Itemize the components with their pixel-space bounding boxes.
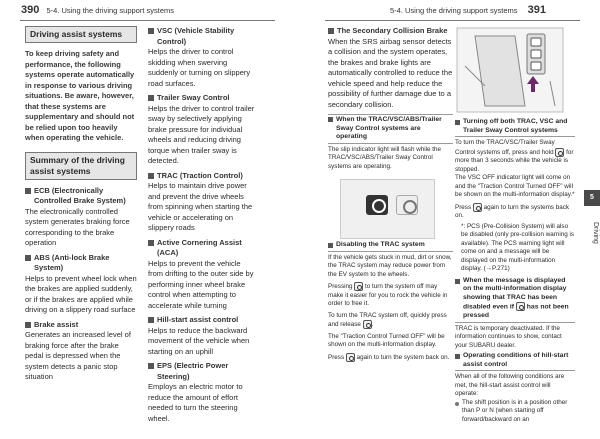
aca-text: Helps to prevent the vehicle from drifting to the outer side by performing inner wheel brake control when attempting to accelerate while turning (148, 258, 254, 310)
slip-indicator-image (340, 179, 435, 239)
column-1 (25, 26, 137, 387)
abs-text: Helps to prevent wheel lock when the brakes are applied suddenly, or if the brakes are applied while driving on a slippery road surface (25, 273, 137, 314)
brake-assist-text: Generates an increased level of braking force after the brake pedal is depressed when the system detects a panic stop situation (25, 330, 131, 381)
intro-paragraph: To keep driving safety and performance, the following systems operate automatically in response to various driving situations. Be aware, however, that these systems are supplementary and should not be relied upon too heavily when operating the vehicle. (25, 49, 135, 142)
trailer-sway-text: Helps the driver to control trailer sway by selectively applying brake pressure for individual wheels and reducing driving torque when trailer sway is detected. (148, 103, 255, 165)
slip-indicator-icon (366, 195, 388, 215)
center-console-illustration (455, 26, 565, 114)
right-header-rule (325, 20, 580, 21)
column-3 (328, 26, 453, 363)
press-again-text-b: again to turn the system back on. (356, 354, 450, 362)
secondary-collision-heading: The Secondary Collision Brake (328, 26, 453, 37)
footnote-marker: * (572, 191, 575, 199)
aca-heading: Active Cornering Assist (ACA) (148, 238, 256, 259)
turn-off-text-b: . (371, 321, 374, 329)
pressing-text (328, 282, 453, 309)
turn-off-text (328, 312, 453, 330)
vsc-off-indicator-icon (396, 195, 418, 215)
message-heading-b: has not been pressed (463, 303, 569, 320)
message-heading-a: When the message is displayed on the multi-information display showing that TRAC has been disabled even if (463, 276, 567, 311)
operating-conditions-text: When all of the following conditions are met, the hill-start assist control will operate: (455, 373, 565, 398)
message-displayed-heading (455, 277, 575, 323)
when-operating-heading: When the TRAC/VSC/ABS/Trailer Sway Control systems are operating (328, 114, 453, 144)
turning-off-heading: Turning off both TRAC, VSC and Trailer Sway Control systems (455, 118, 575, 137)
chapter-tab[interactable]: 5 (584, 190, 600, 206)
column-4 (455, 26, 575, 424)
pcs-note (455, 223, 575, 274)
eps-text: Employs an electric motor to reduce the amount of effort needed to turn the steering wheel. (148, 382, 243, 423)
hill-start-text: Helps to reduce the backward movement of the vehicle when starting on an uphill (148, 325, 250, 356)
operating-conditions-heading: Operating conditions of hill-start assist control (455, 352, 575, 371)
operating-condition-bullet: The shift position is in a position other than P or N (when starting off forward/backward on an (455, 399, 575, 425)
vsc-heading: VSC (Vehicle Stability Control) (148, 26, 256, 47)
trailer-sway-heading: Trailer Sway Control (148, 93, 256, 104)
turning-off-text-b: for more than 3 seconds while the vehicle is stopped. (455, 148, 574, 173)
trac-switch-icon (363, 320, 372, 329)
press-again-text-2 (455, 203, 575, 221)
column-2 (148, 26, 256, 428)
trac-switch-icon (473, 203, 482, 212)
ecb-text: The electronically controlled system generates braking force corresponding to the brake operation (25, 206, 130, 247)
left-chapter-title: 5-4. Using the driving support systems (46, 6, 175, 15)
pressing-text-a: Pressing (328, 283, 353, 291)
trac-switch-icon (354, 282, 363, 291)
vsc-off-text (455, 174, 575, 200)
turn-off-text-a: To turn the TRAC system off, quickly press and release (328, 311, 447, 329)
section-box-title: Driving assist systems (25, 26, 137, 43)
press-again-text (328, 353, 453, 363)
ecb-heading: ECB (Electronically Controlled Brake System) (25, 186, 137, 207)
message-displayed-text: TRAC is temporary deactivated. If the information continues to show, contact your SUBARU dealer. (455, 324, 562, 349)
press-again-text-a: Press (328, 354, 345, 362)
trac-heading: TRAC (Traction Control) (148, 171, 256, 182)
hill-start-heading: Hill-start assist control (148, 315, 256, 326)
eps-heading: EPS (Electric Power Steering) (148, 361, 256, 382)
message-text: The "Traction Control Turned OFF" will be shown on the multi-information display. (328, 332, 445, 349)
vsc-off-text-c: The VSC OFF indicator light will come on and the "Traction Control Turned OFF" will be shown on the multi-information display. (455, 174, 573, 199)
chapter-tab-label: Driving (592, 222, 599, 244)
pcs-note-text: *: PCS (Pre-Collision System) will also be disabled (only pre-collision warning is available). The PCS warning light will come on and a message will be displayed on the multi-information display. (461, 222, 575, 273)
press-again-2-b: again to turn the systems back on. (455, 203, 570, 220)
trac-switch-icon (516, 302, 525, 311)
secondary-collision-text: When the SRS airbag sensor detects a collision and the system operates, the brakes and brake lights are automatically controlled to reduce the vehicle speed and help reduce the possibility of further damage due to a secondary collision. (328, 36, 453, 109)
trac-switch-icon (555, 148, 564, 157)
press-again-2-a: Press (455, 203, 472, 211)
summary-box-title: Summary of the driving assist systems (25, 152, 137, 180)
right-chapter-title: 5-4. Using the driving support systems (390, 6, 518, 15)
trac-switch-icon (346, 353, 355, 362)
abs-heading: ABS (Anti-lock Brake System) (25, 253, 137, 274)
turning-off-text (455, 139, 575, 174)
when-operating-text: The slip indicator light will flash while the TRAC/VSC/ABS/Trailer Sway Control systems are operating. (328, 145, 442, 170)
left-page-number: 390 (21, 4, 40, 16)
right-page-number: 391 (527, 4, 547, 16)
vsc-text: Helps the driver to control skidding when swerving suddenly or turning on slippery road surfaces. (148, 47, 251, 88)
disabling-trac-text: If the vehicle gets stuck in mud, dirt or snow, the TRAC system may reduce power from the EV system to the wheels. (328, 253, 452, 278)
page-reference-link[interactable]: (→P.271) (483, 265, 510, 273)
left-header-rule (20, 20, 275, 21)
trac-text: Helps to maintain drive power and prevent the drive wheels from spinning when starting the vehicle or accelerating on slippery roads (148, 181, 253, 232)
brake-assist-heading: Brake assist (25, 320, 137, 331)
pressing-text-b: to turn the system off may make it easier for you to rock the vehicle in order to free it. (328, 283, 448, 308)
disabling-trac-heading: Disabling the TRAC system (328, 241, 453, 252)
turning-off-text-a: To turn the TRAC/VSC/Trailer Sway Control systems off, press and hold (455, 139, 555, 156)
